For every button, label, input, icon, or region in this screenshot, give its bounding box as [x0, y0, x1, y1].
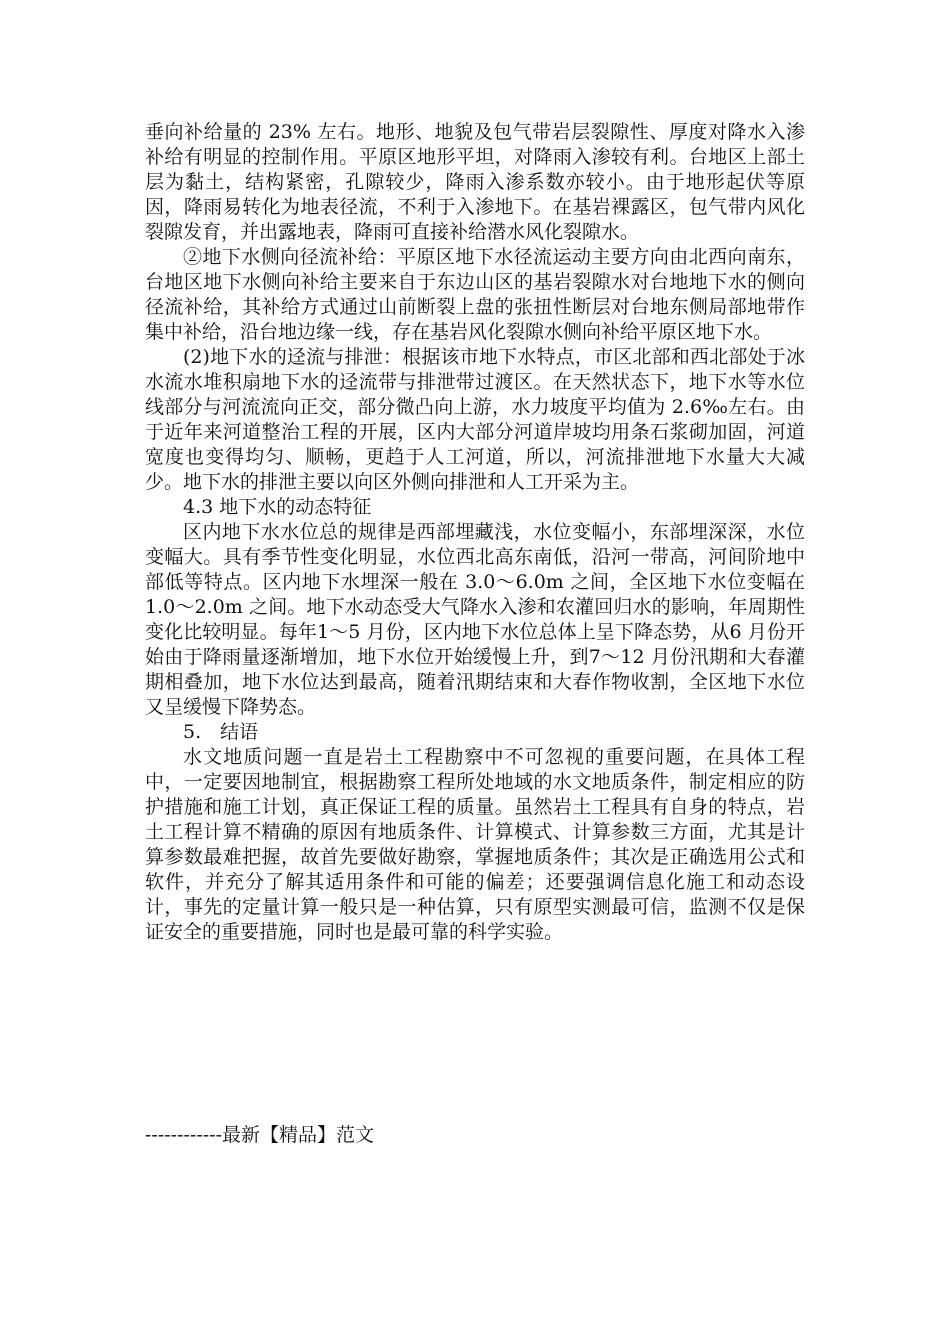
paragraph-conclusion: 水文地质问题一直是岩土工程勘察中不可忽视的重要问题，在具体工程中，一定要因地制宜，根据勘察工程所处地域的水文地质条件，制定相应的防护措施和施工计划，真正保证工程的质量。虽然岩土工程具有自身的特点，岩土工程计算不精确的原因有地质条件、计算模式、计算参数三方面，尤其是计算参数最难把握，故首先要做好勘察，掌握地质条件；其次是正确选用公式和软件，并充分了解其适用条件和可能的偏差；还要强调信息化施工和动态设计，事先的定量计算一般只是一种估算，只有原型实测最可信，监测不仅是保证安全的重要措施，同时也是最可靠的科学实验。	[145, 746, 805, 943]
page-footer: ------------最新【精品】范文	[145, 1124, 375, 1146]
paragraph-groundwater-infiltration: 垂向补给量的 23% 左右。地形、地貌及包气带岩层裂隙性、厚度对降水入渗补给有明显的控制作用。平原区地形平坦，对降雨入渗较有利。台地区上部土层为黏土，结构紧密，孔隙较少，降雨入渗系数亦较小。由于地形起伏等原因，降雨易转化为地表径流，不利于入渗地下。在基岩裸露区，包气带内风化裂隙发育，并出露地表，降雨可直接补给潜水风化裂隙水。	[145, 121, 805, 243]
paragraph-lateral-runoff-recharge: ②地下水侧向径流补给：平原区地下水径流运动主要方向由北西向南东，台地区地下水侧向补给主要来自于东边山区的基岩裂隙水对台地地下水的侧向径流补给，其补给方式通过山前断裂上盘的张扭性断层对台地东侧局部地带作集中补给，沿台地边缘一线，存在基岩风化裂隙水侧向补给平原区地下水。	[145, 246, 805, 343]
paragraph-dynamic-features: 区内地下水水位总的规律是西部埋藏浅，水位变幅小，东部埋深深，水位变幅大。具有季节性变化明显，水位西北高东南低，沿河一带高，河间阶地中部低等特点。区内地下水埋深一般在 3.0～6.0m 之间，全区地下水位变幅在 1.0～2.0m 之间。地下水动态受大气降水入渗和农灌回归水的影响，年周期性变化比较明显。每年1～5 月份，区内地下水位总体上呈下降态势，从6 月份开始由于降雨量逐渐增加，地下水位开始缓慢上升，到7～12 月份汛期和大春灌期相叠加，地下水位达到最高，随着汛期结束和大春作物收割，全区地下水位又呈缓慢下降势态。	[145, 521, 805, 718]
document-body	[145, 120, 805, 945]
section-heading-dynamic-features: 4.3 地下水的动态特征	[183, 496, 372, 518]
section-heading-conclusion: 5. 结语	[183, 721, 259, 743]
paragraph-runoff-and-discharge: (2)地下水的迳流与排泄：根据该市地下水特点，市区北部和西北部处于冰水流水堆积扇地下水的迳流带与排泄带过渡区。在天然状态下，地下水等水位线部分与河流流向正交，部分微凸向上游，水力坡度平均值为 2.6‰左右。由于近年来河道整治工程的开展，区内大部分河道岸坡均用条石浆砌加固，河道宽度也变得均匀、顺畅，更趋于人工河道，所以，河流排泄地下水量大大减少。地下水的排泄主要以向区外侧向排泄和人工开采为主。	[145, 346, 805, 493]
